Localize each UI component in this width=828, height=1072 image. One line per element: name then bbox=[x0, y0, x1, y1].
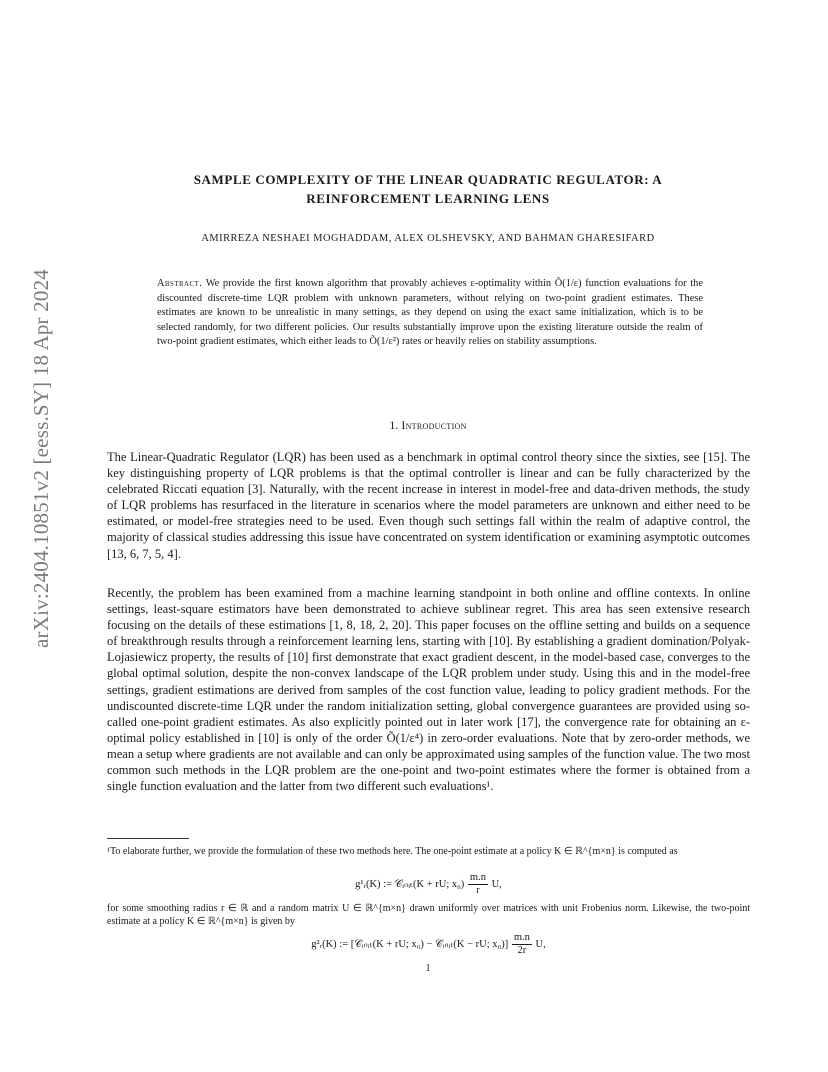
equation-2-fraction bbox=[512, 932, 532, 957]
footnote-1-text: ¹To elaborate further, we provide the formulation of these two methods here. The one-point estimate at a policy K ∈ ℝ^{m×n} is computed as bbox=[107, 846, 678, 857]
equation-2-denominator: 2r bbox=[517, 945, 527, 956]
page-number: 1 bbox=[425, 963, 431, 974]
section-heading bbox=[100, 418, 756, 433]
equation-2-tail: U, bbox=[535, 938, 546, 950]
abstract bbox=[157, 277, 703, 350]
paper-title bbox=[100, 170, 756, 208]
equation-1-tail: U, bbox=[491, 878, 502, 890]
title-line-1: SAMPLE COMPLEXITY OF THE LINEAR QUADRATIC REGULATOR: A bbox=[193, 172, 663, 187]
footnote-divider bbox=[107, 838, 189, 839]
equation-2-numerator: m.n bbox=[513, 932, 530, 943]
intro-paragraph-1: The Linear-Quadratic Regulator (LQR) has been used as a benchmark in optimal control theory since the sixties, see [15]. The key distinguishing property of LQR problems is that the optimal controller is linear and can be fully characterized by the celebrated Riccati equation [3]. Naturally, with the recent increase in interest in model-free and data-driven methods, the study of LQR problems has resurfaced in the literature in scenarios where the model parameters are unknown and either need to be estimated, or model-free strategies need to be used. Even though such settings fall within the realm of adaptive control, the majority of classical studies addressing this issue have concentrated on system identification or examining asymptotic outcomes [13, 6, 7, 5, 4]. bbox=[107, 450, 750, 561]
equation-1-denominator: r bbox=[476, 885, 480, 896]
equation-1-fraction bbox=[468, 872, 488, 897]
arxiv-identifier-stamp bbox=[26, 248, 56, 668]
equation-1-numerator: m.n bbox=[469, 872, 486, 883]
footnote-1-continuation: for some smoothing radius r ∈ ℝ and a random matrix U ∈ ℝ^{m×n} drawn uniformly over matrices with unit Frobenius norm. Likewise, the two-point estimate at a policy K ∈ ℝ^{m×n} is given by bbox=[107, 903, 750, 927]
intro-paragraph-2: Recently, the problem has been examined from a machine learning standpoint in both online and offline contexts. In online settings, least-square estimators have been demonstrated to achieve sublinear regret. This area has seen extensive research focusing on the details of these estimations [1, 8, 18, 2, 20]. This paper focuses on the offline setting and builds on a sequence of breakthrough results through a reinforcement learning lens, starting with [10]. By establishing a gradient domination/Polyak-Lojasiewicz property, the results of [10] first demonstrate that exact gradient descent, in the model-based case, converges to the global optimal solution, despite the non-convex landscape of the LQR problem under study. Using this and in the model-free settings, gradient estimations are derived from samples of the cost function value, leading to policy gradient methods. For the undiscounted discrete-time LQR under the random initialization setting, global convergence guarantees are provided using so-called one-point gradient estimates. As also explicitly pointed out in later work [17], the convergence rate for obtaining an ε-optimal policy established in [10] is only of the order Õ(1/ε⁴) in zero-order evaluations. Note that by zero-order methods, we mean a setup where gradients are not available and can only be approximated using samples of the function value. The two most common such methods in the LQR problem are the one-point and two-point estimates where the former is obtained from a single function evaluation and the latter from two different such evaluations¹. bbox=[107, 586, 750, 794]
arxiv-identifier-text: arXiv:2404.10851v2 [eess.SY] 18 Apr 2024 bbox=[28, 268, 53, 648]
abstract-text: We provide the first known algorithm that provably achieves ε-optimality within Õ(1/ε) function evaluations for the discounted discrete-time LQR problem with unknown parameters, without relying on two-point gradient estimates. These estimates are known to be unrealistic in many settings, as they depend on using the exact same initialization, which is to be selected randomly, for two different policies. Our results substantially improve upon the existing literature outside the realm of two-point gradient estimates, which either leads to Õ(1/ε²) rates or heavily relies on stability assumptions. bbox=[157, 278, 703, 348]
title-line-2: REINFORCEMENT LEARNING LENS bbox=[306, 191, 550, 206]
equation-two-point-estimate bbox=[107, 932, 750, 957]
abstract-label: Abstract. bbox=[157, 278, 203, 289]
section-number: 1. bbox=[389, 418, 399, 432]
section-title: Introduction bbox=[401, 418, 467, 432]
equation-2-lhs: g²ᵣ(K) := [𝒞ᵢₙᵢₜ(K + rU; x₀) − 𝒞ᵢₙᵢₜ(K − rU; x₀)] bbox=[311, 938, 509, 950]
author-list: AMIRREZA NESHAEI MOGHADDAM, ALEX OLSHEVSKY, AND BAHMAN GHARESIFARD bbox=[201, 233, 655, 244]
equation-one-point-estimate bbox=[107, 872, 750, 897]
equation-1-lhs: g¹ᵣ(K) := 𝒞ᵢₙᵢₜ(K + rU; x₀) bbox=[355, 878, 465, 890]
